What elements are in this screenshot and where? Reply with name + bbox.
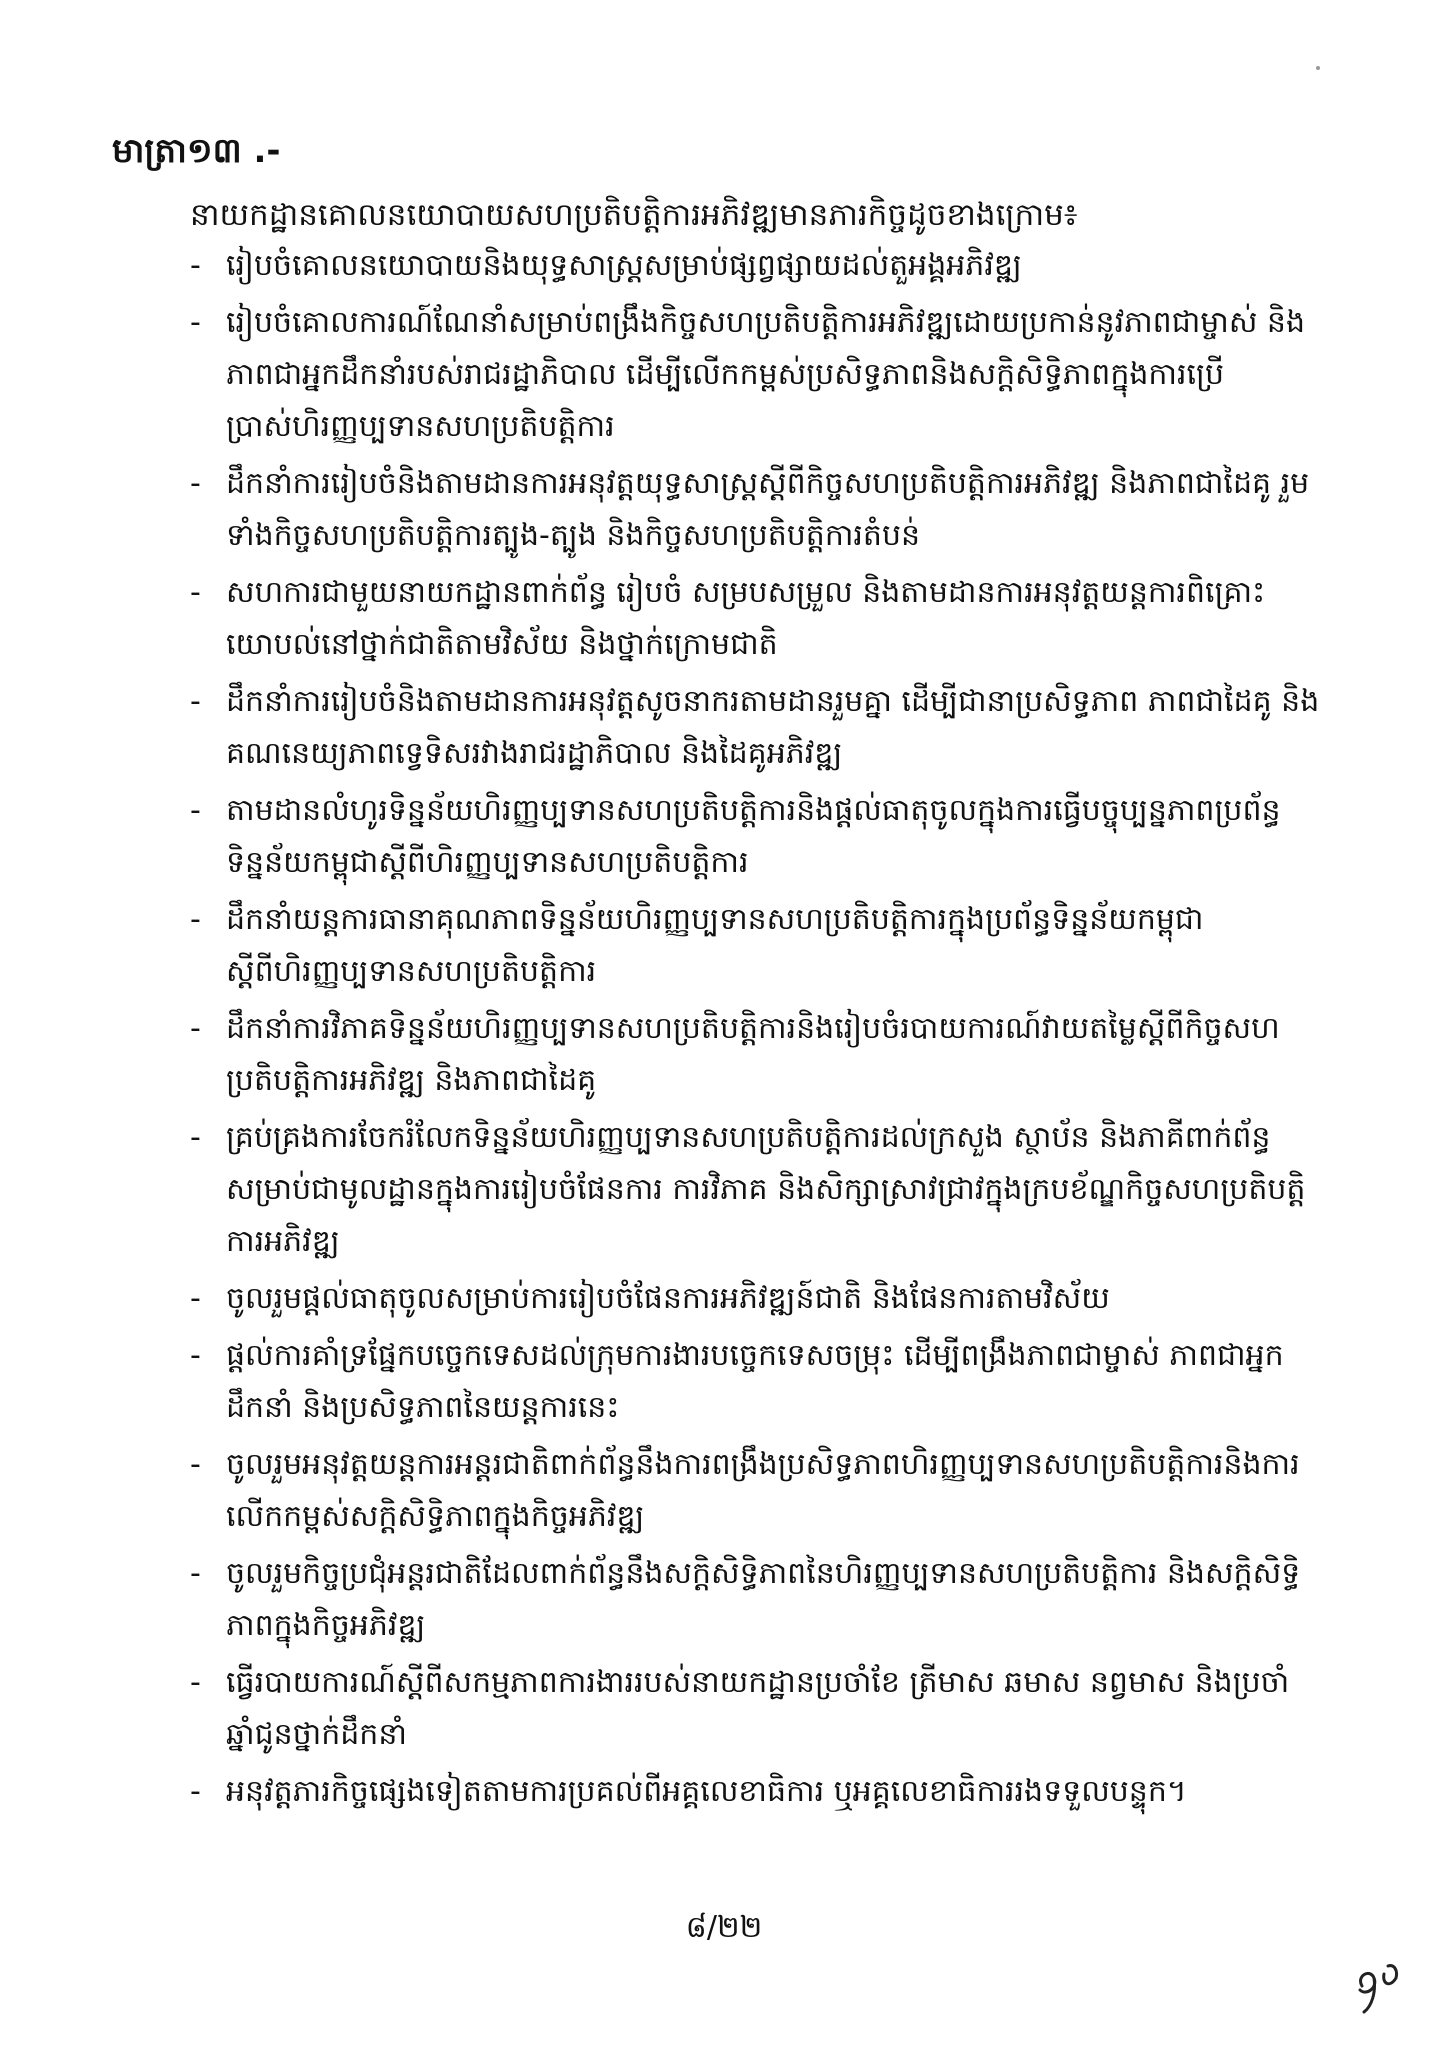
duty-item bbox=[190, 240, 1340, 292]
intro-paragraph: នាយកដ្ឋានគោលនយោបាយសហប្រតិបត្តិការអភិវឌ្ឍមានភារកិច្ចដូចខាងក្រោម៖ bbox=[190, 197, 1078, 233]
bullet-dash: - bbox=[190, 1447, 201, 1482]
duty-item bbox=[190, 1273, 1340, 1325]
duty-item bbox=[190, 297, 1340, 453]
duty-item bbox=[190, 1112, 1340, 1268]
duty-item bbox=[190, 894, 1340, 998]
duty-item bbox=[190, 1657, 1340, 1761]
bullet-dash: - bbox=[190, 1120, 201, 1155]
duty-text: អនុវត្តភារកិច្ចផ្សេងទៀតតាមការប្រគល់ពីអគ្គលេខាធិការ ឬអគ្គលេខាធិការរងទទួលបន្ទុក។ bbox=[226, 1774, 1187, 1809]
duty-text: ដឹកនាំការរៀបចំនិងតាមដានការអនុវត្តយុទ្ធសាស្ត្រស្តីពីកិច្ចសហប្រតិបត្តិការអភិវឌ្ឍ និងភាពជាដៃគូ រួមទាំងកិច្ចសហប្រតិបត្តិការត្បូង-ត្បូង និងកិច្ចសហប្រតិបត្តិការតំបន់ bbox=[226, 466, 1310, 553]
duty-item bbox=[190, 785, 1340, 889]
duty-item bbox=[190, 1330, 1340, 1434]
bullet-dash: - bbox=[190, 1281, 201, 1316]
page-number: ៨/២២ bbox=[685, 1910, 763, 1945]
duty-item bbox=[190, 1439, 1340, 1543]
duty-text: ដឹកនាំការរៀបចំនិងតាមដានការអនុវត្តសូចនាករតាមដានរួមគ្នា ដើម្បីជានាប្រសិទ្ធភាព ភាពជាដៃគូ និងគណនេយ្យភាពទ្វេទិសរវាងរាជរដ្ឋាភិបាល និងដៃគូអភិវឌ្ឍ bbox=[226, 684, 1320, 771]
bullet-dash: - bbox=[190, 1556, 201, 1591]
duty-text: ធ្វើរបាយការណ៍ស្តីពីសកម្មភាពការងាររបស់នាយកដ្ឋានប្រចាំខែ ត្រីមាស ឆមាស នព្វមាស និងប្រចាំឆ្នាំជូនថ្នាក់ដឹកនាំ bbox=[226, 1665, 1290, 1752]
bullet-dash: - bbox=[190, 466, 201, 501]
bullet-dash: - bbox=[190, 793, 201, 828]
duty-text: តាមដានលំហូរទិន្នន័យហិរញ្ញប្បទានសហប្រតិបត្តិការនិងផ្តល់ធាតុចូលក្នុងការធ្វើបច្ចុប្បន្នភាពប្រព័ន្ធទិន្នន័យកម្ពុជាស្តីពីហិរញ្ញប្បទានសហប្រតិបត្តិការ bbox=[226, 793, 1281, 880]
scan-speck bbox=[1316, 66, 1320, 70]
duty-text: ផ្តល់ការគាំទ្រផ្នែកបច្ចេកទេសដល់ក្រុមការងារបច្ចេកទេសចម្រុះ ដើម្បីពង្រឹងភាពជាម្ចាស់ ភាពជាអ្នកដឹកនាំ និងប្រសិទ្ធភាពនៃយន្តការនេះ bbox=[226, 1338, 1284, 1425]
bullet-dash: - bbox=[190, 305, 201, 340]
duty-list bbox=[190, 240, 1340, 1823]
bullet-dash: - bbox=[190, 1011, 201, 1046]
duty-text: ដឹកនាំការវិភាគទិន្នន័យហិរញ្ញប្បទានសហប្រតិបត្តិការនិងរៀបចំរបាយការណ៍វាយតម្លៃស្តីពីកិច្ចសហប្រតិបត្តិការអភិវឌ្ឍ និងភាពជាដៃគូ bbox=[226, 1011, 1280, 1098]
bullet-dash: - bbox=[190, 1774, 201, 1809]
article-heading: មាត្រា១៣ .- bbox=[112, 131, 281, 171]
duty-text: ចូលរួមកិច្ចប្រជុំអន្តរជាតិដែលពាក់ព័ន្ធនឹងសក្តិសិទ្ធិភាពនៃហិរញ្ញប្បទានសហប្រតិបត្តិការ និងសក្តិសិទ្ធិភាពក្នុងកិច្ចអភិវឌ្ឍ bbox=[226, 1556, 1301, 1643]
duty-item bbox=[190, 1766, 1340, 1818]
duty-text: រៀបចំគោលនយោបាយនិងយុទ្ធសាស្ត្រសម្រាប់ផ្សព្វផ្សាយដល់តួអង្គអភិវឌ្ឍ bbox=[226, 248, 1022, 283]
bullet-dash: - bbox=[190, 248, 201, 283]
duty-item bbox=[190, 1548, 1340, 1652]
duty-text: ចូលរួមផ្តល់ធាតុចូលសម្រាប់ការរៀបចំផែនការអភិវឌ្ឍន៍ជាតិ និងផែនការតាមវិស័យ bbox=[226, 1281, 1110, 1316]
duty-text: សហការជាមួយនាយកដ្ឋានពាក់ព័ន្ធ រៀបចំ សម្របសម្រួល និងតាមដានការអនុវត្តយន្តការពិគ្រោះយោបល់នៅថ្នាក់ជាតិតាមវិស័យ និងថ្នាក់ក្រោមជាតិ bbox=[226, 575, 1266, 662]
duty-text: រៀបចំគោលការណ៍ណែនាំសម្រាប់ពង្រឹងកិច្ចសហប្រតិបត្តិការអភិវឌ្ឍដោយប្រកាន់នូវភាពជាម្ចាស់ និងភាពជាអ្នកដឹកនាំរបស់រាជរដ្ឋាភិបាល ដើម្បីលើកកម្ពស់ប្រសិទ្ធភាពនិងសក្តិសិទ្ធិភាពក្នុងការប្រើប្រាស់ហិរញ្ញប្បទានសហប្រតិបត្តិការ bbox=[226, 305, 1306, 444]
bullet-dash: - bbox=[190, 684, 201, 719]
duty-text: ដឹកនាំយន្តការធានាគុណភាពទិន្នន័យហិរញ្ញប្បទានសហប្រតិបត្តិការក្នុងប្រព័ន្ធទិន្នន័យកម្ពុជាស្តីពីហិរញ្ញប្បទានសហប្រតិបត្តិការ bbox=[226, 902, 1204, 989]
handwritten-initials bbox=[1348, 1956, 1408, 2016]
duty-item bbox=[190, 676, 1340, 780]
duty-item bbox=[190, 458, 1340, 562]
bullet-dash: - bbox=[190, 902, 201, 937]
duty-text: គ្រប់គ្រងការចែករំលែកទិន្នន័យហិរញ្ញប្បទានសហប្រតិបត្តិការដល់ក្រសួង ស្ថាប័ន និងភាគីពាក់ព័ន្ធ សម្រាប់ជាមូលដ្ឋានក្នុងការរៀបចំផែនការ ការវិភាគ និងសិក្សាស្រាវជ្រាវក្នុងក្របខ័ណ្ឌកិច្ចសហប្រតិបត្តិការអភិវឌ្ឍ bbox=[226, 1120, 1306, 1259]
bullet-dash: - bbox=[190, 1338, 201, 1373]
duty-text: ចូលរួមអនុវត្តយន្តការអន្តរជាតិពាក់ព័ន្ធនឹងការពង្រឹងប្រសិទ្ធភាពហិរញ្ញប្បទានសហប្រតិបត្តិការនិងការលើកកម្ពស់សក្តិសិទ្ធិភាពក្នុងកិច្ចអភិវឌ្ឍ bbox=[226, 1447, 1300, 1534]
bullet-dash: - bbox=[190, 1665, 201, 1700]
bullet-dash: - bbox=[190, 575, 201, 610]
duty-item bbox=[190, 1003, 1340, 1107]
duty-item bbox=[190, 567, 1340, 671]
